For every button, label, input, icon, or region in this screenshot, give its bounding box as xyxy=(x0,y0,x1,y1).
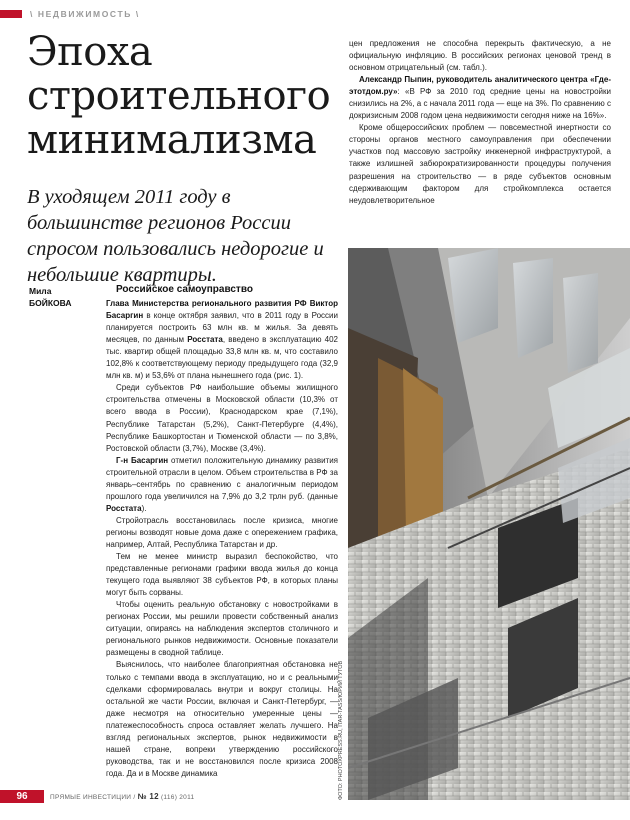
photo-credit xyxy=(338,660,346,800)
paragraph-4: Стройотрасль восстановилась после кризиса, многие регионы возводят новые дома даже с опережением графика, например, Алтай, Республика Татарстан и др. xyxy=(106,515,338,549)
paragraph-problems: Кроме общероссийских проблем — повсеместной инертности со стороны органов местного самоуправления при обеспечении участков под массовую застройку инженерной инфраструктурой, а также излишней забюрократизированности процедуры получения разрешения на строительство — в ряде субъектов основным сдерживающим фактором для стройкомплекса остается неудовлетворительное xyxy=(349,123,611,205)
left-text-column xyxy=(106,284,338,780)
paragraph-quote xyxy=(349,74,611,122)
right-text-column xyxy=(349,38,611,207)
paragraph-5: Тем не менее министр выразил беспокойство, что представленные регионами графики ввода жилья до конца текущего года выявляют 38 субъектов РФ, в которых планы могут быть сорваны. xyxy=(106,552,338,598)
rubric-marker xyxy=(0,10,22,18)
building-illustration xyxy=(348,248,630,800)
page-number: 96 xyxy=(0,790,44,803)
author-last-name: БОЙКОВА xyxy=(29,298,72,308)
headline-line-1: Эпоха xyxy=(27,29,153,75)
paragraph-continued: цен предложения не способна перекрыть фактическую, а не официальную инфляцию. В российских регионах ценовой тренд в основном отрицательный (см. табл.). xyxy=(349,39,611,73)
headline-line-3: минимализма xyxy=(27,117,317,163)
paragraph-text: : «В РФ за 2010 год средние цены на новостройки снизились на 2%, а с начала 2011 года — еще на 3%. По сравнению с докризисным 2008 годом цена недвижимости сегодня ниже на 16%». xyxy=(349,87,611,121)
headline-line-2: строительного xyxy=(27,73,331,119)
issue-number: № 12 xyxy=(137,792,159,801)
construction-building-photo xyxy=(348,248,630,800)
paragraph-text: , введено в эксплуатацию 402 тыс. квартир общей площадью 33,8 млн кв. м, что составило 102,8% к соответствующему периоду предыдущего года (32,9 млн кв. м) и 53,6% от плана нынешнего года (рис. 1). xyxy=(106,335,338,381)
photo-credit-text: ФОТО: PHOTOXPRESS.RU, ITAR-TASS/ЮРИЙ ТУТОВ xyxy=(338,660,344,800)
paragraph-7: Выяснилось, что наиболее благоприятная обстановка не только с темпами ввода в эксплуатацию, но и с реальными сделками сформировалась внутри и вокруг столицы. На остальной же части России, включая и Санкт-Петербург, — даже несмотря на относительно умеренные цены — платежеспособность спроса оставляет желать лучшего. На взгляд региональных экспертов, рынок недвижимости в нашей стране, вопреки утверждению российского руководства, так и не восстановился после кризиса 2008 года. Да и в Москве динамика xyxy=(106,660,338,778)
magazine-name: ПРЯМЫЕ ИНВЕСТИЦИИ / xyxy=(50,794,138,801)
footer-magazine xyxy=(50,792,194,801)
paragraph-text: в конце октября заявил, что в 2011 году в России планируется построить 63 млн кв. м жилья. За девять месяцев, по данным xyxy=(106,311,338,345)
section-title: Российское самоуправство xyxy=(116,284,253,295)
article-lead: В уходящем 2011 году в большинстве регионов России спросом пользовались недорогие и небольшие квартиры. xyxy=(27,186,324,286)
section-rubric: \ НЕДВИЖИМОСТЬ \ xyxy=(30,9,140,19)
paragraph-3 xyxy=(106,455,338,515)
issue-year: (116) 2011 xyxy=(158,794,195,801)
article-headline xyxy=(27,30,345,162)
paragraph-6: Чтобы оценить реальную обстановку с новостройками в регионах России, мы решили провести собственный анализ ситуации, опираясь на наблюдения экспертов столичного и регионального рынков недвижимости. Основные показатели размещены в сводной таблице. xyxy=(106,600,338,658)
paragraph-2: Среди субъектов РФ наибольшие объемы жилищного строительства отмечены в Московской области (10,3% от всего ввода в России), Краснодарском крае (7,1%), Республике Татарстан (5,2%), Санкт-Петербурге (4,4%), Республике Башкортостан и Тюменской области — по 3,8%, Ростовской области (3,7%), Москве (3,4%). xyxy=(106,383,338,453)
quote-person: Г-н Басаргин xyxy=(116,455,169,465)
source-rosstat: Росстата xyxy=(106,503,142,513)
quote-person: Глава Министерства регионального развития РФ Виктор Басаргин xyxy=(106,299,338,321)
quote-person: Александр Пыпин, руководитель аналитического центра «Гдеэтотдом.ру» xyxy=(349,75,611,97)
author-byline xyxy=(29,285,99,309)
paragraph-text: отметил положительную динамику развития строительной отрасли в целом. Объем строительства в РФ за январь–сентябрь по сравнению с аналогичным периодом прошлого года увеличился на 7,9% до 3,2 трлн руб. (данные xyxy=(106,455,339,501)
author-first-name: Мила xyxy=(29,286,52,296)
paragraph-text: ). xyxy=(141,503,147,513)
paragraph-1 xyxy=(106,298,338,382)
source-rosstat: Росстата xyxy=(187,335,223,345)
